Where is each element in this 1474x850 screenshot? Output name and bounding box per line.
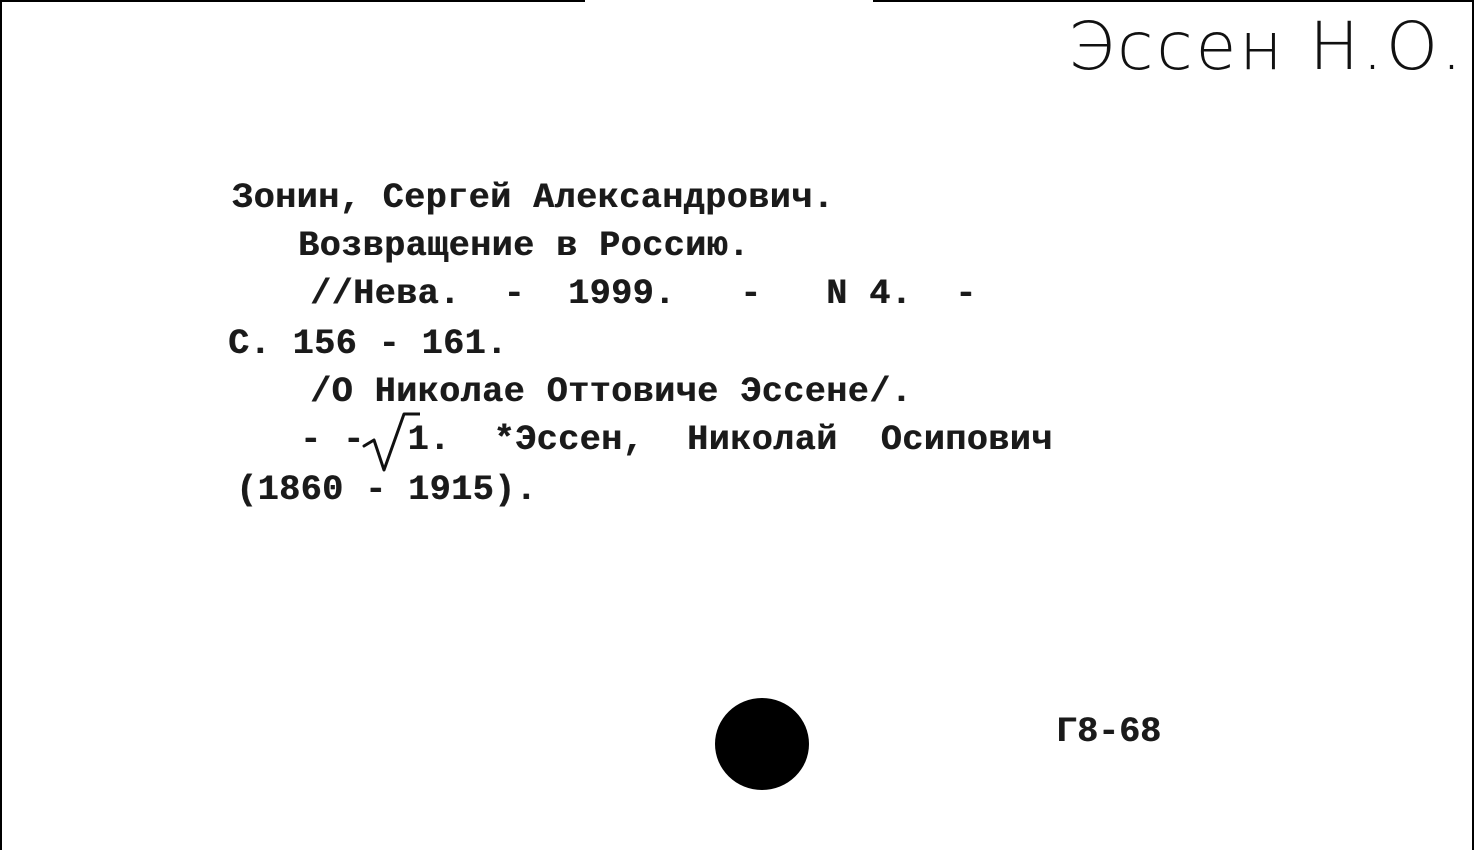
- handwritten-check-mark-icon: [360, 410, 420, 474]
- punch-hole: [715, 698, 809, 790]
- shelf-code: Г8-68: [1056, 712, 1162, 752]
- annotation-line: /О Николае Оттовиче Эссене/.: [310, 372, 913, 412]
- pages-line: С. 156 - 161.: [228, 324, 508, 364]
- handwritten-heading: Эссен Н.О.: [1068, 8, 1465, 85]
- author-line: Зонин, Сергей Александрович.: [232, 178, 835, 218]
- subject-dates-line: (1860 - 1915).: [236, 470, 538, 510]
- title-line: Возвращение в Россию.: [298, 226, 750, 266]
- source-line: //Нева. - 1999. - N 4. -: [310, 274, 977, 314]
- subject-heading-line: - - 1. *Эссен, Николай Осипович: [300, 420, 1053, 460]
- card-left-edge: [0, 0, 2, 850]
